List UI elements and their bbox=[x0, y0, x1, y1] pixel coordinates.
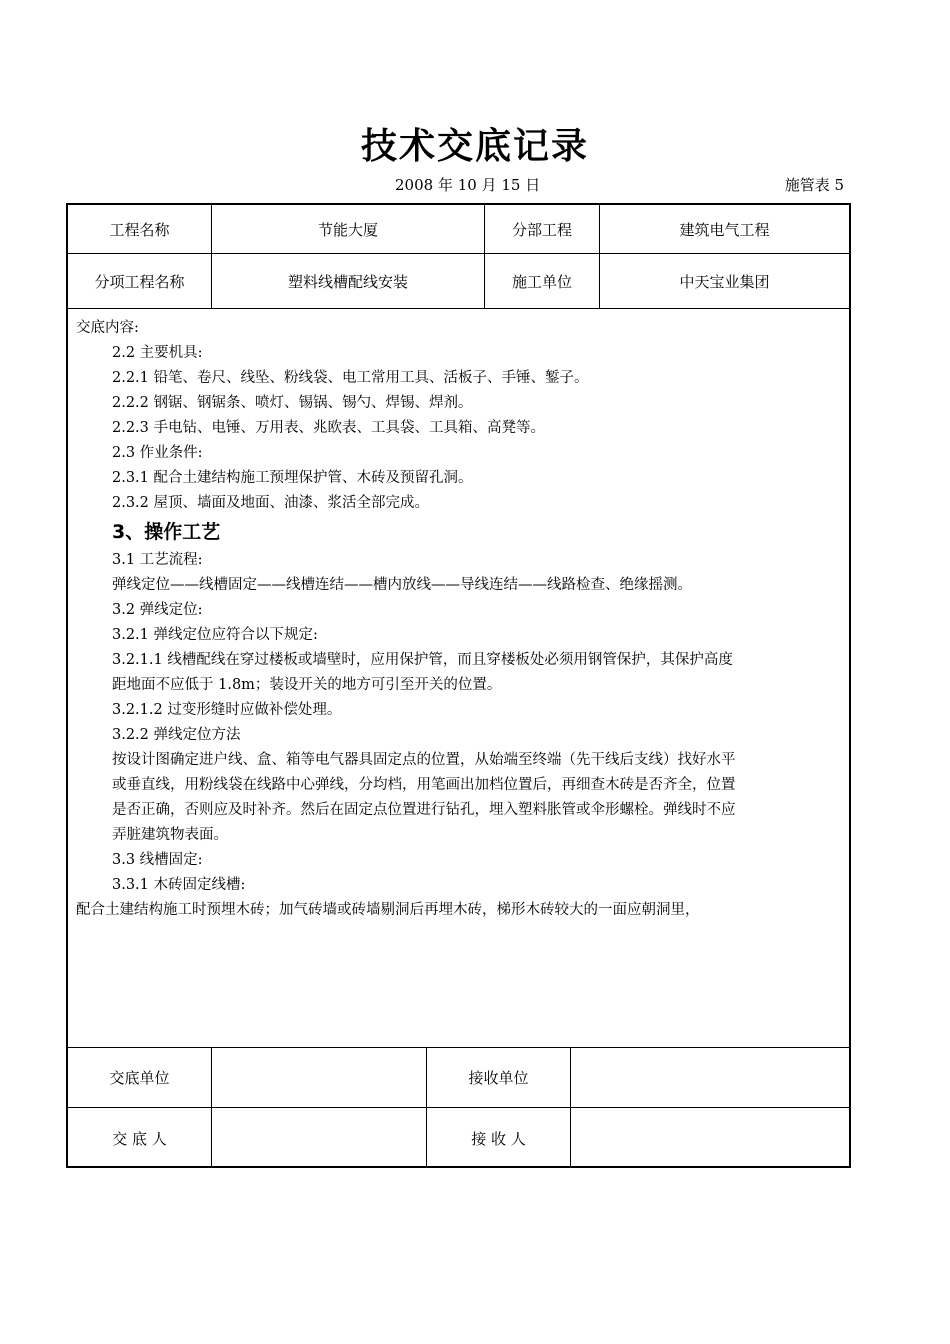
division-label: 分部工程 bbox=[511, 220, 572, 239]
page-title: 技术交底记录 bbox=[360, 126, 589, 167]
content-line: 弄脏建筑物表面。 bbox=[112, 827, 228, 843]
project-name-label: 工程名称 bbox=[109, 220, 170, 239]
issuer-label: 交 底 人 bbox=[112, 1129, 167, 1148]
receiver-value bbox=[571, 1108, 849, 1168]
issuing-unit-value bbox=[212, 1048, 426, 1107]
content-line: 2.3.1 配合土建结构施工预埋保护管、木砖及预留孔洞。 bbox=[112, 470, 473, 486]
content-line: 2.2.3 手电钻、电锤、万用表、兆欧表、工具袋、工具箱、高凳等。 bbox=[112, 420, 546, 436]
content-label: 交底内容: bbox=[76, 320, 139, 336]
content-line: 3.2.1 弹线定位应符合以下规定: bbox=[112, 627, 318, 643]
content-line: 3.2.1.1 线槽配线在穿过楼板或墙壁时，应用保护管，而且穿楼板处必须用钢管保护，其保护高度 bbox=[112, 652, 733, 668]
contractor-value: 中天宝业集团 bbox=[679, 272, 770, 291]
content-line: 是否正确，否则应及时补齐。然后在固定点位置进行钻孔，埋入塑料胀管或伞形螺栓。弹线时不应 bbox=[112, 802, 736, 818]
content-line: 距地面不应低于 1.8m；装设开关的地方可引至开关的位置。 bbox=[112, 677, 502, 693]
content-line: 2.2.2 钢锯、钢锯条、喷灯、锡锅、锡勺、焊锡、焊剂。 bbox=[112, 395, 473, 411]
content-line: 2.3 作业条件: bbox=[112, 445, 203, 461]
content-line: 2.2.1 铅笔、卷尺、线坠、粉线袋、电工常用工具、活板子、手锤、錾子。 bbox=[112, 370, 589, 386]
content-line: 3.2.1.2 过变形缝时应做补偿处理。 bbox=[112, 702, 342, 718]
contractor-label: 施工单位 bbox=[511, 272, 572, 291]
disclosure-content bbox=[76, 316, 844, 923]
content-line: 2.2 主要机具: bbox=[112, 345, 203, 361]
receiving-unit-label: 接收单位 bbox=[468, 1069, 529, 1087]
receiving-unit-value bbox=[571, 1048, 849, 1107]
content-line: 3.2.2 弹线定位方法 bbox=[112, 727, 241, 743]
receiver-label: 接 收 人 bbox=[471, 1129, 526, 1148]
project-name-value: 节能大厦 bbox=[317, 220, 378, 239]
form-number: 施管表 5 bbox=[784, 176, 844, 194]
content-line: 3.2 弹线定位: bbox=[112, 602, 203, 618]
issuing-unit-label: 交底单位 bbox=[109, 1069, 170, 1087]
division-value: 建筑电气工程 bbox=[679, 220, 770, 239]
content-line: 弹线定位——线槽固定——线槽连结——槽内放线——导线连结——线路检查、绝缘摇测。 bbox=[112, 577, 692, 593]
subitem-label: 分项工程名称 bbox=[94, 272, 185, 291]
content-line: 配合土建结构施工时预埋木砖；加气砖墙或砖墙剔洞后再埋木砖，梯形木砖较大的一面应朝洞里， bbox=[76, 902, 700, 918]
content-line: 3.1 工艺流程: bbox=[112, 552, 203, 568]
issuer-value bbox=[212, 1108, 426, 1168]
section-heading: 3、操作工艺 bbox=[112, 521, 221, 543]
subitem-value: 塑料线槽配线安装 bbox=[287, 272, 408, 291]
content-line: 按设计图确定进户线、盒、箱等电气器具固定点的位置，从始端至终端（先干线后支线）找好水平 bbox=[112, 752, 736, 768]
content-line: 2.3.2 屋顶、墙面及地面、油漆、浆活全部完成。 bbox=[112, 495, 430, 511]
content-line: 或垂直线，用粉线袋在线路中心弹线，分均档，用笔画出加档位置后，再细查木砖是否齐全，位置 bbox=[112, 777, 736, 793]
content-line: 3.3.1 木砖固定线槽: bbox=[112, 877, 246, 893]
content-line: 3.3 线槽固定: bbox=[112, 852, 203, 868]
record-date: 2008 年 10 月 15 日 bbox=[395, 176, 541, 194]
